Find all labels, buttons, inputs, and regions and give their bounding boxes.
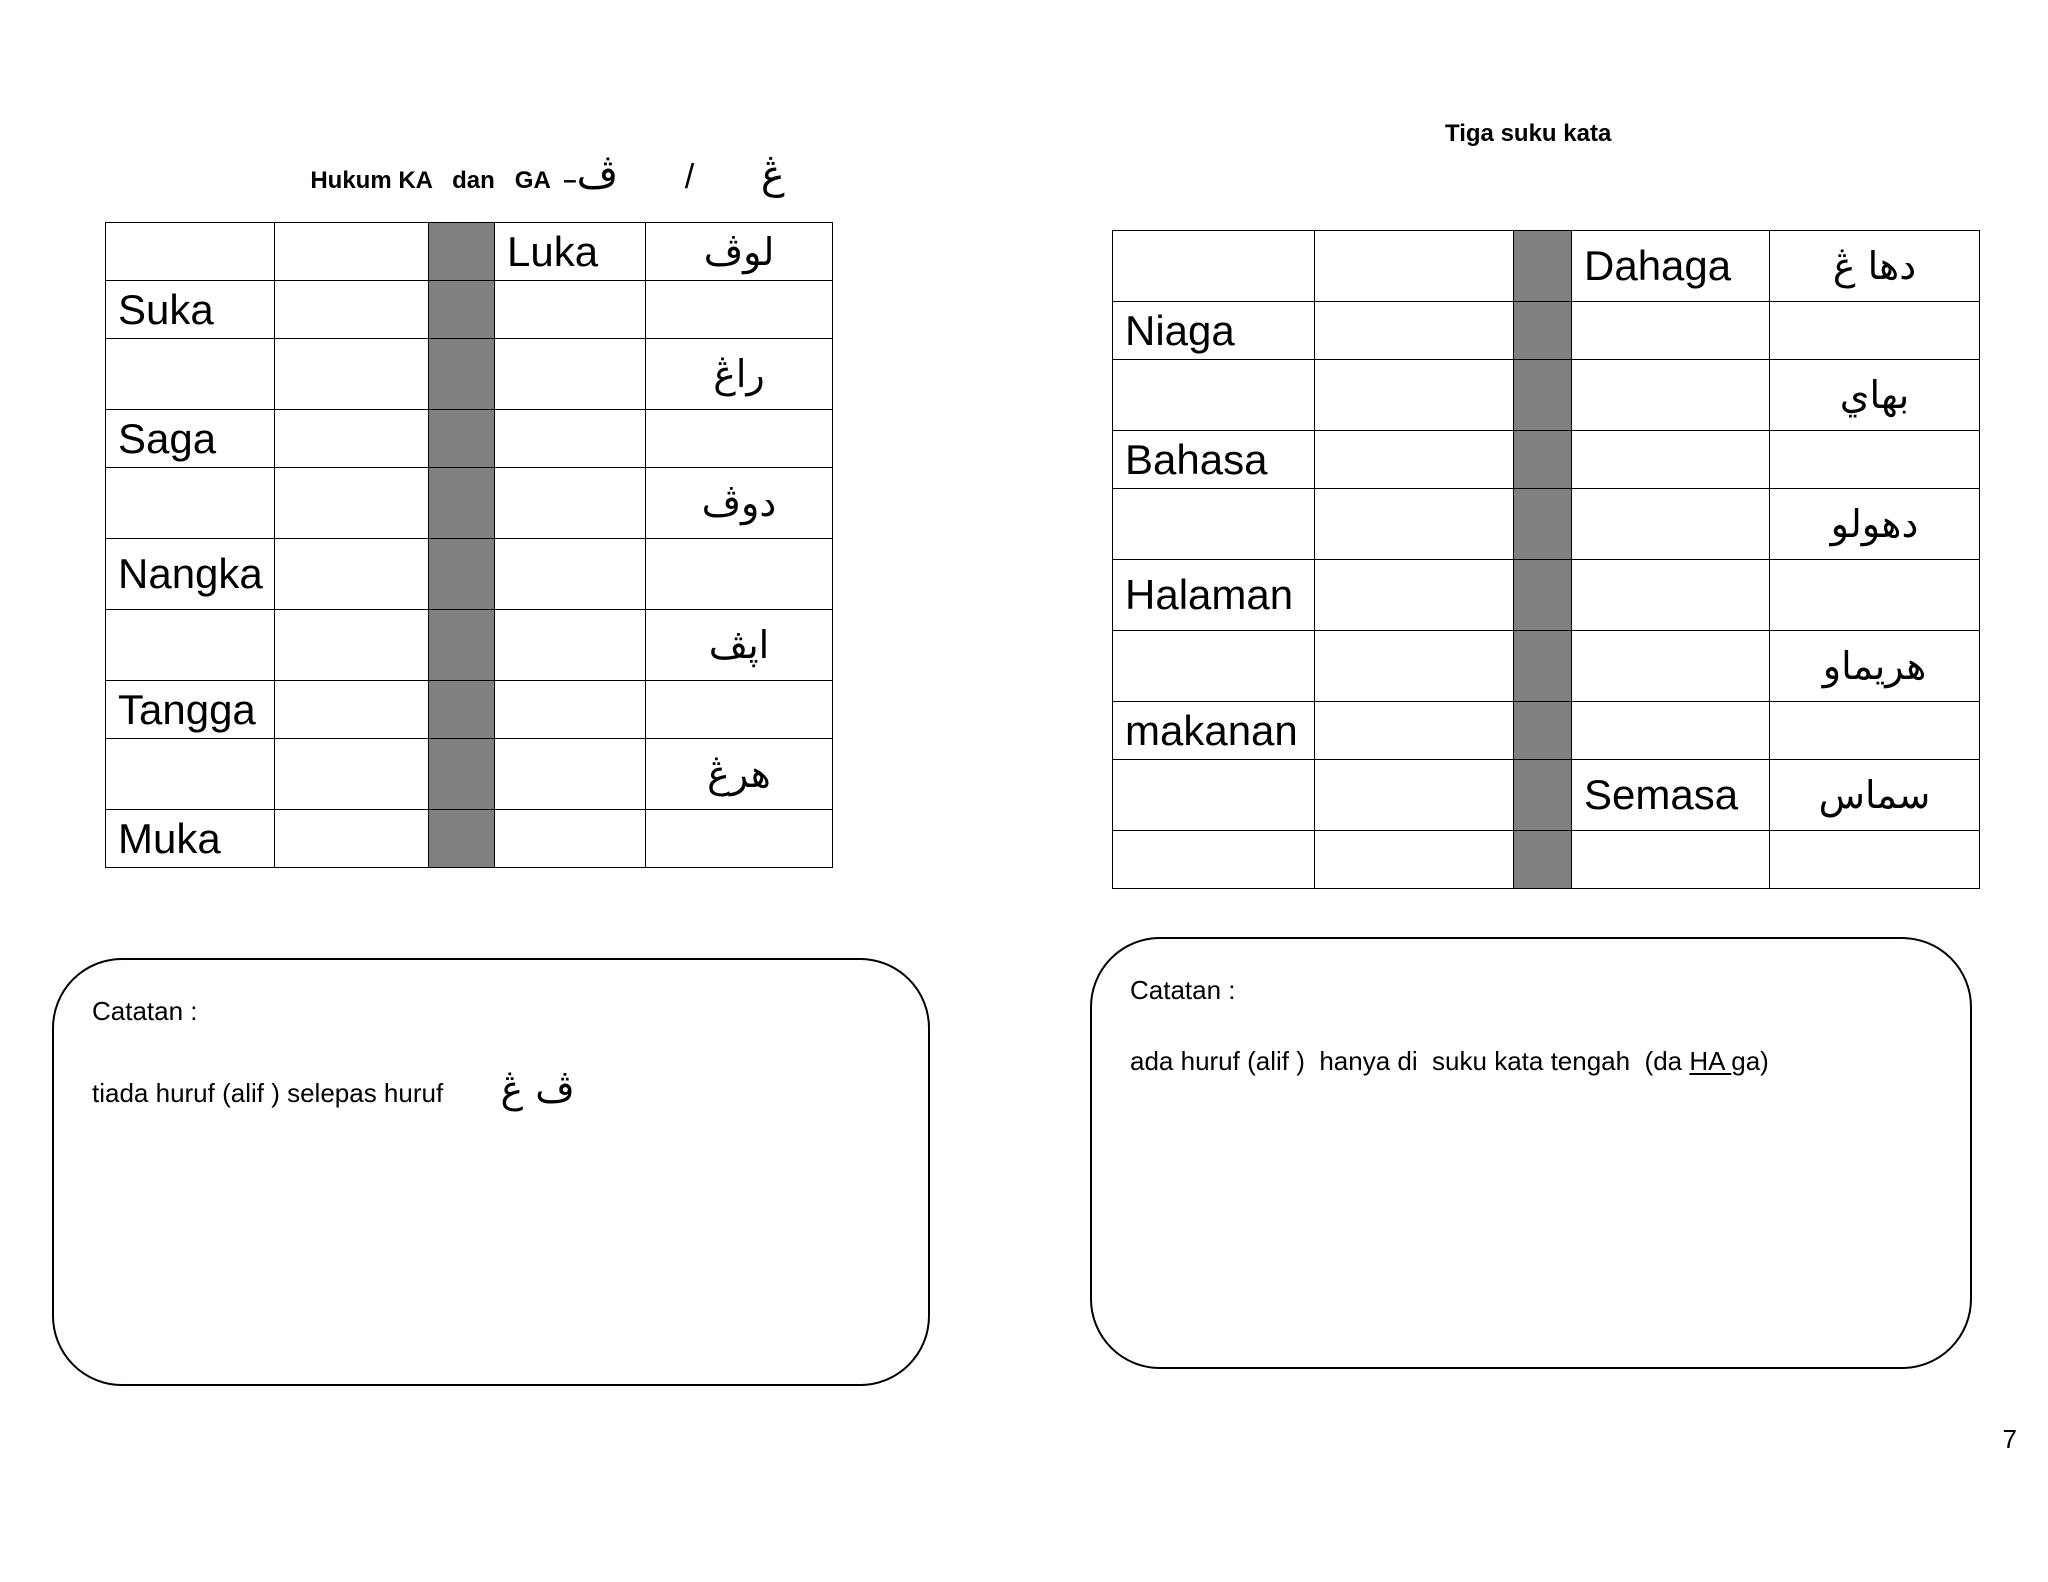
right-title: Tiga suku kata (1445, 120, 1612, 147)
rumi-word-cell: makanan (1113, 702, 1315, 760)
right-note-body (1130, 1046, 1932, 1077)
jawi-word-cell (1770, 302, 1980, 360)
shaded-divider-cell (429, 339, 495, 410)
jawi-word-cell: راڠ (646, 339, 833, 410)
left-note-box (52, 958, 930, 1386)
rumi-answer-cell (495, 610, 646, 681)
table-row (1113, 231, 1980, 302)
jawi-word-cell: دهولو (1770, 489, 1980, 560)
rumi-word-cell: Muka (106, 810, 275, 868)
answer-cell (1315, 560, 1514, 631)
jawi-word-cell (646, 810, 833, 868)
table-row (106, 810, 833, 868)
shaded-divider-cell (1514, 831, 1572, 889)
shaded-divider-cell (429, 468, 495, 539)
left-note-text: tiada huruf (alif ) selepas huruf (92, 1078, 444, 1108)
jawi-word-cell (1770, 560, 1980, 631)
answer-cell (275, 339, 429, 410)
left-word-table (105, 222, 833, 868)
shaded-divider-cell (429, 223, 495, 281)
answer-cell (1315, 631, 1514, 702)
jawi-word-cell (646, 539, 833, 610)
rumi-word-cell: Bahasa (1113, 431, 1315, 489)
rumi-answer-cell: Semasa (1572, 760, 1770, 831)
right-word-table (1112, 230, 1980, 889)
rumi-word-cell (106, 610, 275, 681)
rumi-word-cell: Saga (106, 410, 275, 468)
shaded-divider-cell (429, 610, 495, 681)
rumi-word-cell (1113, 231, 1315, 302)
table-row (1113, 302, 1980, 360)
right-note-text-end: ga) (1731, 1046, 1769, 1076)
shaded-divider-cell (1514, 631, 1572, 702)
right-note-text: ada huruf (alif ) hanya di suku kata tengah (da (1130, 1046, 1690, 1076)
rumi-answer-cell (495, 410, 646, 468)
rumi-answer-cell (495, 339, 646, 410)
rumi-answer-cell (495, 739, 646, 810)
rumi-word-cell (1113, 360, 1315, 431)
table-row (1113, 560, 1980, 631)
left-title-text: Hukum KA dan GA – (310, 167, 577, 194)
answer-cell (275, 681, 429, 739)
answer-cell (275, 410, 429, 468)
jawi-word-cell: دها ڠ (1770, 231, 1980, 302)
rumi-word-cell: Niaga (1113, 302, 1315, 360)
table-row (106, 339, 833, 410)
answer-cell (275, 739, 429, 810)
right-note-heading: Catatan : (1130, 975, 1236, 1005)
right-note-underlined: HA (1689, 1046, 1732, 1076)
shaded-divider-cell (429, 739, 495, 810)
table-row (106, 468, 833, 539)
shaded-divider-cell (429, 410, 495, 468)
table-row (106, 610, 833, 681)
jawi-word-cell (1770, 702, 1980, 760)
answer-cell (1315, 302, 1514, 360)
table-row (106, 681, 833, 739)
rumi-answer-cell (495, 468, 646, 539)
rumi-word-cell (106, 339, 275, 410)
shaded-divider-cell (1514, 760, 1572, 831)
shaded-divider-cell (429, 281, 495, 339)
answer-cell (275, 223, 429, 281)
table-row (1113, 760, 1980, 831)
answer-cell (1315, 431, 1514, 489)
rumi-answer-cell: Dahaga (1572, 231, 1770, 302)
shaded-divider-cell (1514, 302, 1572, 360)
shaded-divider-cell (429, 539, 495, 610)
table-row (106, 410, 833, 468)
jawi-word-cell (646, 681, 833, 739)
left-note-heading: Catatan : (92, 996, 198, 1026)
left-title-separator: / (684, 158, 695, 196)
shaded-divider-cell (429, 681, 495, 739)
jawi-word-cell (646, 281, 833, 339)
rumi-answer-cell (1572, 560, 1770, 631)
table-row (106, 539, 833, 610)
rumi-answer-cell (1572, 489, 1770, 560)
rumi-word-cell: Nangka (106, 539, 275, 610)
jawi-word-cell (1770, 831, 1980, 889)
rumi-word-cell (1113, 489, 1315, 560)
rumi-word-cell (1113, 760, 1315, 831)
table-row (1113, 831, 1980, 889)
page-number: 7 (2002, 1424, 2017, 1454)
rumi-word-cell (106, 468, 275, 539)
shaded-divider-cell (1514, 431, 1572, 489)
rumi-answer-cell (1572, 702, 1770, 760)
table-row (1113, 489, 1980, 560)
rumi-answer-cell (495, 539, 646, 610)
rumi-word-cell (106, 739, 275, 810)
shaded-divider-cell (1514, 702, 1572, 760)
rumi-word-cell (1113, 831, 1315, 889)
rumi-answer-cell (1572, 831, 1770, 889)
jawi-word-cell: هرڠ (646, 739, 833, 810)
left-note-body (92, 1067, 890, 1111)
table-row (106, 739, 833, 810)
jawi-word-cell: سماس (1770, 760, 1980, 831)
answer-cell (1315, 360, 1514, 431)
rumi-answer-cell (495, 281, 646, 339)
table-row (1113, 702, 1980, 760)
left-word-table-body (106, 223, 833, 868)
answer-cell (275, 810, 429, 868)
answer-cell (1315, 702, 1514, 760)
rumi-answer-cell (1572, 360, 1770, 431)
table-row (1113, 360, 1980, 431)
shaded-divider-cell (1514, 231, 1572, 302)
answer-cell (1315, 831, 1514, 889)
table-row (106, 281, 833, 339)
jawi-word-cell: اڽڤ (646, 610, 833, 681)
rumi-word-cell: Tangga (106, 681, 275, 739)
left-title-jawi-ga: ڠ (760, 152, 785, 198)
jawi-word-cell: دوڤ (646, 468, 833, 539)
left-note-jawi: ڤ ڠ (500, 1067, 575, 1111)
jawi-word-cell: لوڤ (646, 223, 833, 281)
table-row (1113, 431, 1980, 489)
answer-cell (1315, 760, 1514, 831)
rumi-word-cell: Halaman (1113, 560, 1315, 631)
rumi-answer-cell (495, 810, 646, 868)
jawi-word-cell (646, 410, 833, 468)
shaded-divider-cell (1514, 560, 1572, 631)
rumi-answer-cell (1572, 431, 1770, 489)
left-title (297, 124, 785, 198)
right-word-table-body (1113, 231, 1980, 889)
left-title-jawi-ka: ڤ (576, 152, 619, 198)
shaded-divider-cell (1514, 489, 1572, 560)
jawi-word-cell: هريماو (1770, 631, 1980, 702)
answer-cell (1315, 231, 1514, 302)
answer-cell (1315, 489, 1514, 560)
answer-cell (275, 539, 429, 610)
answer-cell (275, 610, 429, 681)
rumi-answer-cell (495, 681, 646, 739)
rumi-word-cell (1113, 631, 1315, 702)
right-note-box (1090, 937, 1972, 1369)
answer-cell (275, 281, 429, 339)
rumi-word-cell: Suka (106, 281, 275, 339)
rumi-answer-cell (1572, 302, 1770, 360)
shaded-divider-cell (1514, 360, 1572, 431)
jawi-word-cell (1770, 431, 1980, 489)
table-row (106, 223, 833, 281)
rumi-word-cell (106, 223, 275, 281)
shaded-divider-cell (429, 810, 495, 868)
rumi-answer-cell: Luka (495, 223, 646, 281)
rumi-answer-cell (1572, 631, 1770, 702)
jawi-word-cell: بهاي (1770, 360, 1980, 431)
answer-cell (275, 468, 429, 539)
table-row (1113, 631, 1980, 702)
